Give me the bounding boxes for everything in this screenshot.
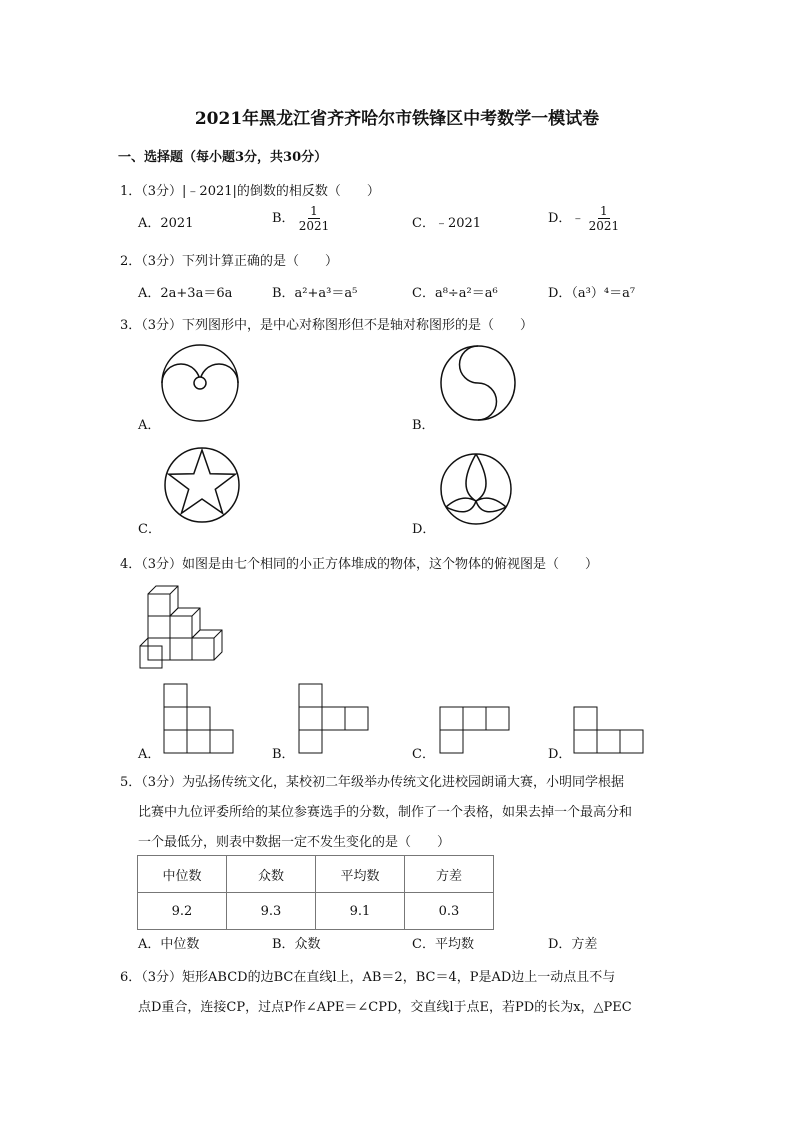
q3-option-d-label: D． xyxy=(412,522,436,537)
question-3-stem: 3．（3分）下列图形中，是中心对称图形但不是轴对称图形的是（ ） xyxy=(120,318,534,333)
table-cell: 9.1 xyxy=(316,893,405,930)
q5-option-a: A．中位数 xyxy=(138,937,200,952)
table-header-cell: 平均数 xyxy=(316,856,405,893)
q1-option-c: C．﹣2021 xyxy=(412,216,482,231)
table-header-cell: 众数 xyxy=(227,856,316,893)
question-5-line-3: 一个最低分，则表中数据一定不发生变化的是（ ） xyxy=(138,835,451,850)
section-heading: 一、选择题（每小题3分，共30分） xyxy=(118,150,328,165)
q3-option-c-label: C． xyxy=(138,522,161,537)
q1-option-b-label: B． xyxy=(272,211,295,226)
q4-option-b-label: B． xyxy=(272,747,295,762)
q3-figure-d xyxy=(440,453,524,537)
q2-option-d: D．（a³）⁴＝a⁷ xyxy=(548,286,636,301)
table-cell: 0.3 xyxy=(405,893,494,930)
q2-option-a: A．2a+3a＝6a xyxy=(138,286,233,301)
q3-figure-b xyxy=(440,345,524,429)
q1-option-d xyxy=(548,204,619,233)
fraction-denominator: 2021 xyxy=(588,219,620,233)
table-cell: 9.2 xyxy=(138,893,227,930)
table-header-row xyxy=(138,856,494,893)
question-5-line-1: 5．（3分）为弘扬传统文化，某校初二年级举办传统文化进校园朗诵大赛，小明同学根据 xyxy=(120,775,625,790)
question-4-stem: 4．（3分）如图是由七个相同的小正方体堆成的物体，这个物体的俯视图是（ ） xyxy=(120,557,599,572)
q1-option-b-fraction xyxy=(299,204,330,233)
question-6-line-1: 6．（3分）矩形ABCD的边BC在直线l上，AB＝2，BC＝4，P是AD边上一动点且不与 xyxy=(120,970,616,985)
table-header-cell: 方差 xyxy=(405,856,494,893)
fraction-denominator: 2021 xyxy=(298,219,330,233)
question-2-stem: 2．（3分）下列计算正确的是（ ） xyxy=(120,254,339,269)
q5-option-d: D．方差 xyxy=(548,937,598,952)
q4-option-d-figure xyxy=(574,707,646,755)
q4-option-c-label: C． xyxy=(412,747,435,762)
page-title: 2021年黑龙江省齐齐哈尔市铁锋区中考数学一模试卷 xyxy=(194,109,600,129)
q3-option-b-label: B． xyxy=(412,418,435,433)
q4-option-c-figure xyxy=(440,707,512,755)
q3-option-a-label: A． xyxy=(138,418,161,433)
q1-option-d-fraction xyxy=(589,204,620,233)
table-header-cell: 中位数 xyxy=(138,856,227,893)
q4-option-d-label: D． xyxy=(548,747,572,762)
q2-option-b: B．a²+a³＝a⁵ xyxy=(272,286,358,301)
fraction-numerator: 1 xyxy=(600,204,608,218)
q1-option-d-label: D．﹣ xyxy=(548,211,585,226)
statistics-table xyxy=(137,855,494,930)
q3-figure-a xyxy=(160,343,244,427)
q5-option-b: B．众数 xyxy=(272,937,321,952)
q5-option-c: C．平均数 xyxy=(412,937,474,952)
q2-option-c: C．a⁸÷a²＝a⁶ xyxy=(412,286,498,301)
q4-option-a-label: A． xyxy=(138,747,161,762)
fraction-numerator: 1 xyxy=(310,204,318,218)
table-row xyxy=(138,893,494,930)
question-5-line-2: 比赛中九位评委所给的某位参赛选手的分数，制作了一个表格，如果去掉一个最高分和 xyxy=(138,805,633,820)
table-cell: 9.3 xyxy=(227,893,316,930)
question-6-line-2: 点D重合，连接CP，过点P作∠APE＝∠CPD，交直线l于点E，若PD的长为x，△PEC xyxy=(138,1000,632,1015)
q4-option-a-figure xyxy=(164,684,236,756)
q1-option-a: A．2021 xyxy=(138,216,194,231)
q3-figure-c xyxy=(164,447,248,531)
q4-cube-stack-figure xyxy=(138,584,228,674)
q4-option-b-figure xyxy=(299,684,371,756)
question-1-stem: 1．（3分）|﹣2021|的倒数的相反数（ ） xyxy=(120,184,380,199)
q1-option-b xyxy=(272,204,329,233)
